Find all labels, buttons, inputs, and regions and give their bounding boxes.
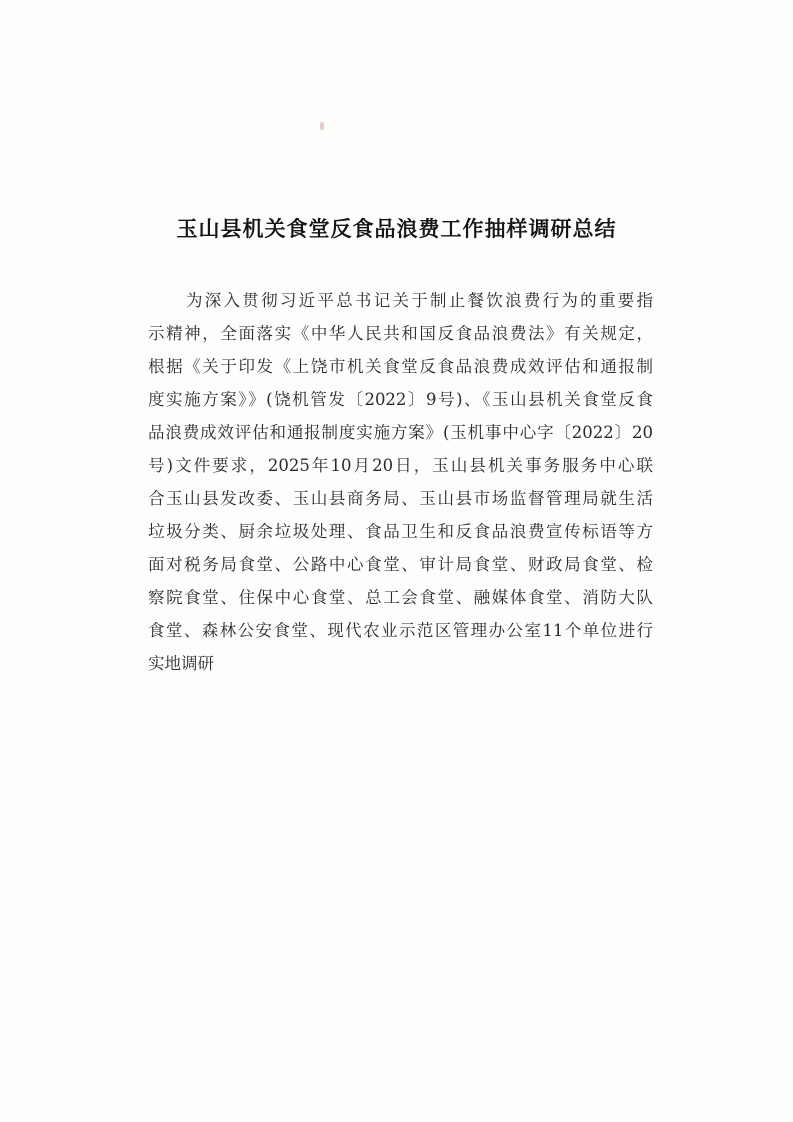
- paragraph-line: 食堂、森林公安食堂、现代农业示范区管理办公室11个单位进行: [148, 621, 653, 640]
- paragraph-line: 垃圾分类、厨余垃圾处理、食品卫生和反食品浪费宣传标语等方: [148, 522, 653, 541]
- paragraph-line: 为深入贯彻习近平总书记关于制止餐饮浪费行为的重要指: [186, 291, 653, 310]
- document-title: 玉山县机关食堂反食品浪费工作抽样调研总结: [176, 216, 617, 241]
- paragraph-line: 示精神，全面落实《中华人民共和国反食品浪费法》有关规定，: [148, 324, 653, 343]
- paragraph-line: 度实施方案》》(饶机管发〔2022〕9号)、《玉山县机关食堂反食: [148, 390, 653, 409]
- paragraph-line: 根据《关于印发《上饶市机关食堂反食品浪费成效评估和通报制: [148, 357, 653, 376]
- paragraph-line: 号)文件要求，2025年10月20日，玉山县机关事务服务中心联: [148, 456, 653, 475]
- scan-speck: [320, 122, 324, 130]
- paragraph-line: 面对税务局食堂、公路中心食堂、审计局食堂、财政局食堂、检: [148, 555, 653, 574]
- paragraph-line: 实地调研: [148, 654, 214, 673]
- paragraph-line: 察院食堂、住保中心食堂、总工会食堂、融媒体食堂、消防大队: [148, 588, 653, 607]
- paragraph-line: 合玉山县发改委、玉山县商务局、玉山县市场监督管理局就生活: [148, 489, 653, 508]
- paragraph-line: 品浪费成效评估和通报制度实施方案》(玉机事中心字〔2022〕20: [148, 423, 653, 442]
- body-paragraph: [148, 284, 653, 680]
